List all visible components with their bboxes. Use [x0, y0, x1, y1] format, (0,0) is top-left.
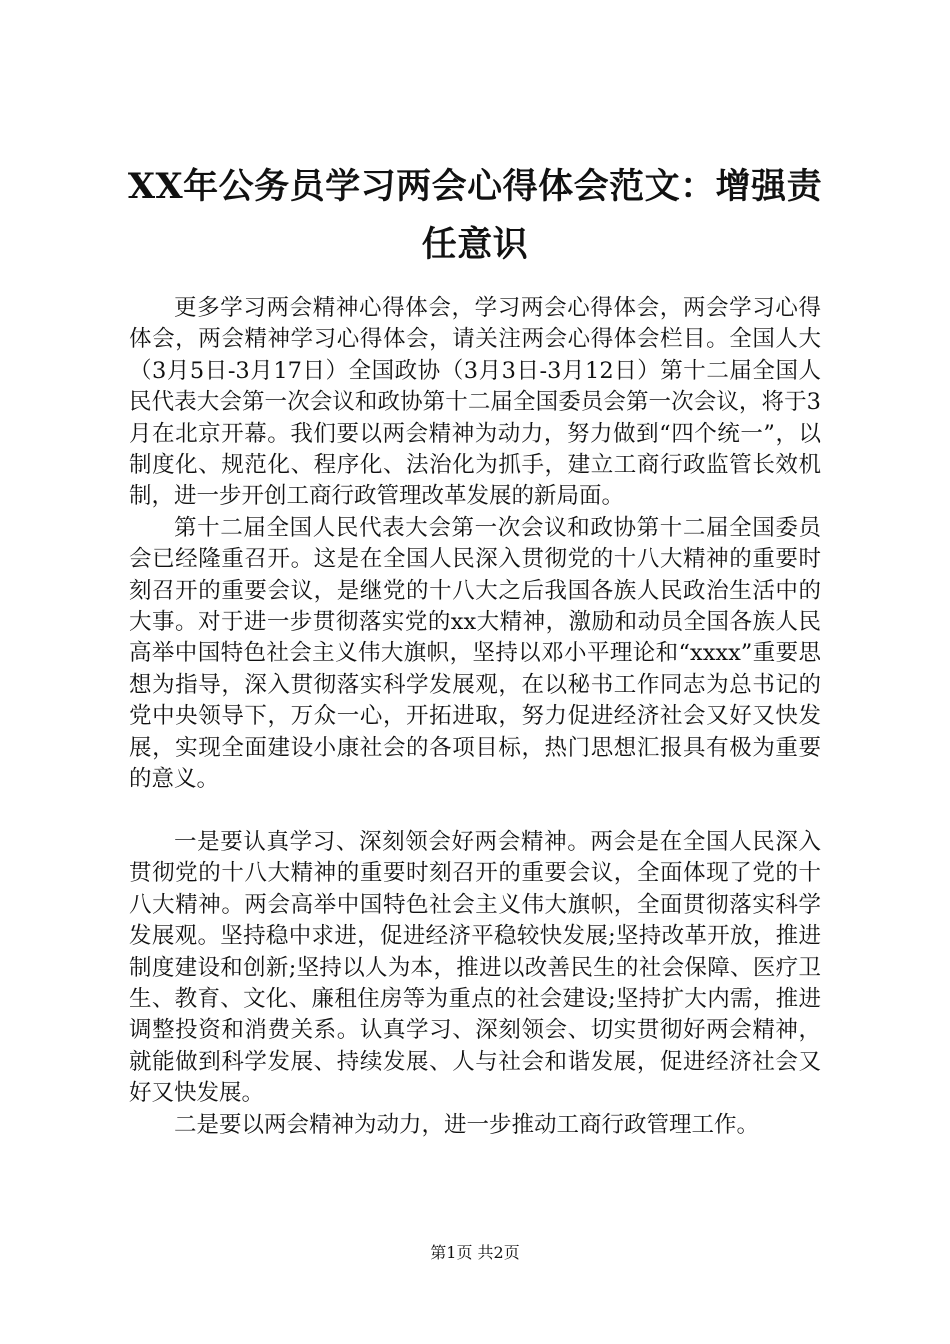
page-number-footer: 第1页 共2页 — [430, 1243, 520, 1262]
paragraph-4: 二是要以两会精神为动力，进一步推动工商行政管理工作。 — [174, 1111, 760, 1138]
paragraph-1: 更多学习两会精神心得体会，学习两会心得体会，两会学习心得体会，两会精神学习心得体会，请关注两会心得体会栏目。全国人大（3月5日-3月17日）全国政协（3月3日-3月12日）第十二届全国人民代表大会第一次会议和政协第十二届全国委员会第一次会议，将于3月在北京开幕。我们要以两会精神为动力，努力做到“四个统一”，以制度化、规范化、程序化、法治化为抓手，建立工商行政监管长效机制，进一步开创工商行政管理改革发展的新局面。 — [129, 295, 821, 510]
paragraph-2: 第十二届全国人民代表大会第一次会议和政协第十二届全国委员会已经隆重召开。这是在全国人民深入贯彻党的十八大精神的重要时刻召开的重要会议，是继党的十八大之后我国各族人民政治生活中的大事。对于进一步贯彻落实党的xx大精神，激励和动员全国各族人民高举中国特色社会主义伟大旗帜，坚持以邓小平理论和“xxxx”重要思想为指导，深入贯彻落实科学发展观，在以秘书工作同志为总书记的党中央领导下，万众一心，开拓进取，努力促进经济社会又好又快发展，实现全面建设小康社会的各项目标，热门思想汇报具有极为重要的意义。 — [129, 514, 821, 793]
document-body — [129, 293, 821, 1141]
paragraph-3: 一是要认真学习、深刻领会好两会精神。两会是在全国人民深入贯彻党的十八大精神的重要时刻召开的重要会议，全面体现了党的十八大精神。两会高举中国特色社会主义伟大旗帜，全面贯彻落实科学发展观。坚持稳中求进，促进经济平稳较快发展;坚持改革开放，推进制度建设和创新;坚持以人为本，推进以改善民生的社会保障、医疗卫生、教育、文化、廉租住房等为重点的社会建设;坚持扩大内需，推进调整投资和消费关系。认真学习、深刻领会、切实贯彻好两会精神，就能做到科学发展、持续发展、人与社会和谐发展，促进经济社会又好又快发展。 — [129, 828, 821, 1107]
document-title: XX年公务员学习两会心得体会范文：增强责任意识 — [127, 166, 823, 265]
